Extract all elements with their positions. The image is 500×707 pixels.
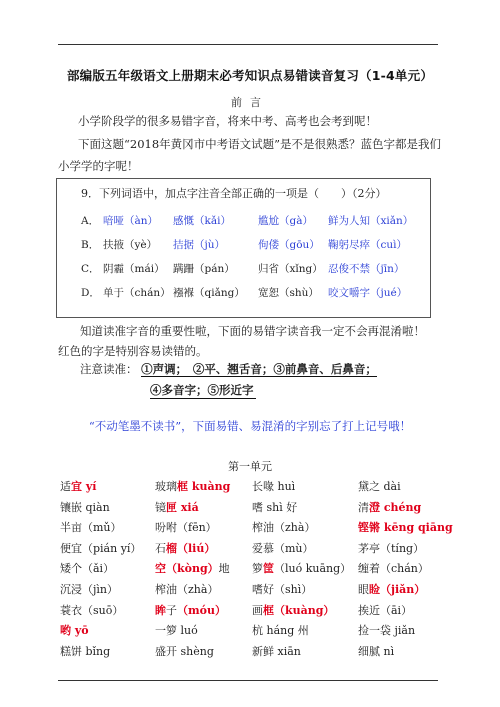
preface-paragraph-1: 小学阶段学的很多易错字音，将来中考、高考也会考到呢！: [78, 114, 377, 128]
option-word: 归省（xǐng）: [258, 263, 323, 275]
vocab-entry: [155, 621, 198, 641]
vocab-text: 矮个（ǎi）: [60, 562, 115, 576]
vocab-entry: [155, 580, 218, 600]
preface-paragraph-2-line-1: 下面这题“2018年黄冈市中考语文试题”是不是很熟悉？蓝色字都是我们: [78, 137, 442, 151]
vocab-entry: [358, 559, 429, 579]
vocab-text: 眼: [358, 582, 369, 596]
vocab-entry: [358, 642, 394, 662]
vocab-entry: [155, 559, 230, 579]
vocab-row: [60, 477, 450, 498]
top-rule: [58, 44, 438, 45]
vocab-entry: [155, 539, 215, 559]
notice-label-text: 注意读准：: [80, 362, 138, 376]
vocab-highlight: 筐: [263, 562, 274, 576]
vocab-text: 适: [60, 480, 71, 493]
vocab-text: qiàn: [82, 500, 110, 514]
tagline: “不动笔墨不读书”，下面易错、易混淆的字别忘了打上记号哦！: [88, 419, 412, 433]
preface-paragraph-2-line-2: 小学学的字呢！: [58, 159, 139, 173]
option-word: 鞠躬尽瘁（cuì）: [328, 239, 408, 251]
vocab-text: 镶嵌: [60, 500, 82, 514]
notice-label: [80, 361, 377, 377]
vocab-highlight: 榴（liú）: [166, 541, 216, 555]
vocab-entry: [60, 621, 89, 641]
vocab-text: huì: [274, 480, 296, 493]
option-word: 尴尬（gà）: [258, 215, 313, 227]
option-word: 喑哑（àn）: [103, 215, 159, 227]
vocab-row: [60, 559, 450, 580]
vocab-highlight: 哟 yō: [60, 624, 89, 638]
vocab-entry: [358, 539, 424, 559]
option-word: 阴霾（mái）: [103, 263, 165, 275]
vocab-entry: [60, 601, 123, 621]
vocab-text: 新鲜 xiān: [252, 644, 301, 658]
vocab-text: 细腻 nì: [358, 644, 395, 658]
exam-question-box: [56, 178, 431, 318]
vocab-highlight: 匣 xiá: [166, 500, 199, 514]
vocab-entry: [252, 518, 315, 538]
vocab-row: [60, 518, 453, 539]
vocab-highlight: 框（kuàng）: [263, 603, 335, 617]
option-label: C．: [81, 263, 100, 275]
vocab-entry: [60, 498, 110, 518]
vocab-text: shì 好: [263, 500, 298, 514]
vocab-highlight: 宜 yí: [71, 480, 97, 493]
vocab-entry: [252, 477, 295, 497]
preface-heading: 前言: [231, 96, 269, 109]
vocab-text: 榨油（zhà）: [155, 582, 219, 596]
vocab-entry: [60, 559, 114, 579]
vocab-entry: [60, 580, 118, 600]
vocab-text: 杭 háng 州: [252, 624, 309, 638]
vocab-row: [60, 580, 450, 601]
vocab-entry: [252, 580, 312, 600]
vocab-text: 蓑衣（suō）: [60, 603, 124, 617]
vocab-highlight: 眸: [155, 603, 166, 617]
bottom-rule: [58, 680, 438, 681]
option-word: 咬文嚼字（jué）: [328, 287, 408, 299]
vocab-table: [60, 477, 453, 662]
vocab-entry: [252, 539, 314, 559]
vocab-text: dài: [380, 480, 401, 493]
vocab-text: 糕饼 bǐng: [60, 644, 111, 658]
question-title: 9．下列词语中，加点字注音全部正确的一项是（ ）（2分）: [81, 187, 387, 200]
vocab-text: 黛之: [358, 480, 380, 493]
vocab-highlight: 框 kuàng: [177, 480, 231, 493]
vocab-entry: [358, 580, 425, 600]
vocab-entry: [358, 621, 415, 641]
vocab-entry: [60, 518, 122, 538]
option-word: 忍俊不禁（jīn）: [328, 263, 405, 275]
vocab-text: 吩咐（fēn）: [155, 521, 217, 535]
vocab-text: 画: [252, 603, 263, 617]
option-word: 宽恕（shù）: [258, 287, 319, 299]
vocab-text: 清: [358, 500, 369, 514]
option-label: D．: [81, 287, 100, 299]
option-label: B．: [81, 239, 100, 251]
vocab-row: [60, 601, 450, 622]
vocab-entry: [60, 539, 141, 559]
vocab-entry: [252, 642, 301, 662]
intro-line-2: 红色的字是特别容易读错的。: [58, 344, 208, 358]
notice-line-2: [150, 382, 256, 399]
vocab-entry: [60, 642, 110, 662]
vocab-entry: [155, 642, 214, 662]
vocab-text: 爱慕（mù）: [252, 541, 314, 555]
vocab-text: 嗜: [252, 500, 263, 514]
vocab-text: 箩: [252, 562, 263, 576]
vocab-row: [60, 642, 450, 663]
option-word: 拮据（jù）: [173, 239, 226, 251]
vocab-text: 镜: [155, 500, 166, 514]
vocab-highlight: 澄 chéng: [369, 500, 422, 514]
vocab-highlight: 空（kòng）: [155, 562, 219, 576]
vocab-text: 缠着（chán）: [358, 562, 429, 576]
unit-heading: 第一单元: [228, 460, 272, 473]
vocab-text: 嗜好（shì）: [252, 582, 313, 596]
vocab-text: （luó kuāng）: [274, 562, 352, 576]
vocab-text: 石: [155, 541, 166, 555]
vocab-highlight: 睑（jiǎn）: [369, 582, 426, 596]
vocab-text: 沉浸（jìn）: [60, 582, 119, 596]
vocab-text: 榨油（zhà）: [252, 521, 316, 535]
vocab-entry: [155, 601, 226, 621]
vocab-text: 捡一袋 jiǎn: [358, 624, 416, 638]
vocab-text: 子: [166, 603, 177, 617]
vocab-text: 一箩 luó: [155, 624, 198, 638]
vocab-text: 挨近（āi）: [358, 603, 413, 617]
option-label: A．: [81, 215, 100, 227]
option-word: 蹒跚（pán）: [173, 263, 235, 275]
vocab-entry: [155, 518, 217, 538]
vocab-entry: [155, 498, 199, 518]
vocab-entry: [155, 477, 230, 497]
intro-line-1: 知道读准字音的重要性啦，下面的易错字读音我一定不会再混淆啦！: [80, 324, 425, 338]
vocab-text: 玻璃: [155, 480, 177, 493]
vocab-text: 地: [218, 562, 230, 576]
vocab-text: 盛开 shèng: [155, 644, 214, 658]
vocab-entry: [60, 477, 96, 497]
vocab-entry: [358, 498, 421, 518]
vocab-highlight: （móu）: [177, 603, 226, 617]
vocab-entry: [358, 518, 453, 538]
vocab-row: [60, 621, 450, 642]
vocab-text: 便宜（pián yí）: [60, 541, 142, 555]
option-word: 扶掖（yè）: [103, 239, 158, 251]
vocab-entry: [358, 477, 401, 497]
vocab-row: [60, 498, 450, 519]
option-word: 单于（chán）: [103, 287, 171, 299]
option-word: 佝偻（gōu）: [258, 239, 320, 251]
notice-line-2-text: ④多音字；⑤形近字: [150, 383, 254, 397]
document-title: 部编版五年级语文上册期末必考知识点易错读音复习（1-4单元）: [66, 68, 434, 83]
notice-line-1: ①声调； ②平、翘舌音；③前鼻音、后鼻音；: [141, 362, 377, 376]
vocab-entry: [252, 601, 334, 621]
option-word: 鲜为人知（xiǎn）: [328, 215, 414, 227]
vocab-text: 半亩（mǔ）: [60, 521, 122, 535]
vocab-entry: [252, 498, 297, 518]
option-word: 感慨（kǎi）: [173, 215, 231, 227]
vocab-row: [60, 539, 450, 560]
vocab-entry: [358, 601, 412, 621]
vocab-entry: [252, 559, 351, 579]
vocab-text: 茅亭（tíng）: [358, 541, 425, 555]
vocab-entry: [252, 621, 309, 641]
vocab-text: 长喙: [252, 480, 274, 493]
option-word: 襁褓（qiǎng）: [173, 287, 245, 299]
vocab-highlight: 铿锵 kēng qiāng: [358, 521, 453, 535]
